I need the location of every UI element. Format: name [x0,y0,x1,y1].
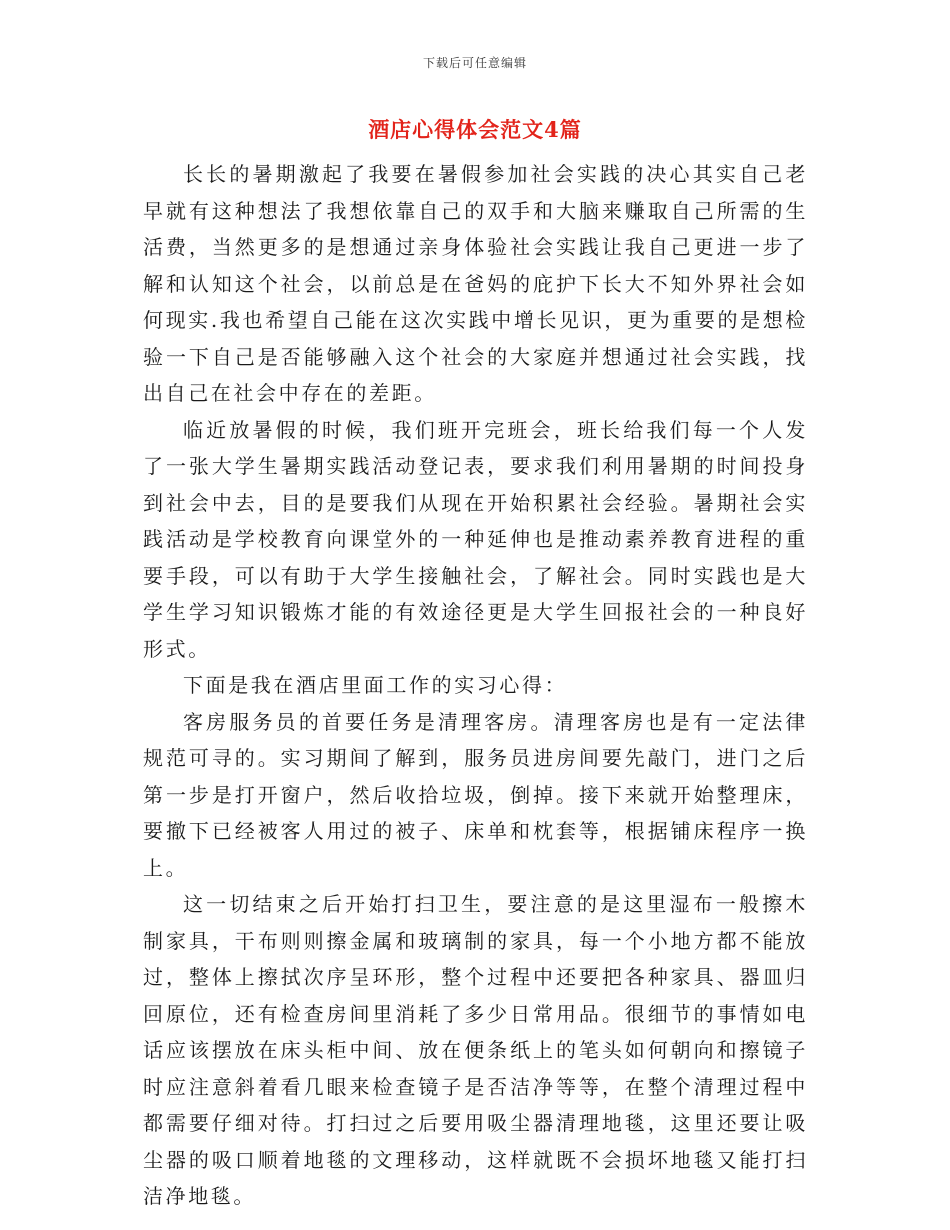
header-note: 下载后可任意编辑 [422,56,527,70]
paragraph: 临近放暑假的时候，我们班开完班会，班长给我们每一个人发了一张大学生暑期实践活动登记表，要求我们利用暑期的时间投身到社会中去，目的是要我们从现在开始积累社会经验。暑期社会实践活动是学校教育向课堂外的一种延伸也是推动素养教育进程的重要手段，可以有助于大学生接触社会，了解社会。同时实践也是大学生学习知识锻炼才能的有效途径更是大学生回报社会的一种良好形式。 [143,417,808,661]
paragraph: 长长的暑期激起了我要在暑假参加社会实践的决心其实自己老早就有这种想法了我想依靠自己的双手和大脑来赚取自己所需的生活费，当然更多的是想通过亲身体验社会实践让我自己更进一步了解和认知这个社会，以前总是在爸妈的庇护下长大不知外界社会如何现实.我也希望自己能在这次实践中增长见识，更为重要的是想检验一下自己是否能够融入这个社会的大家庭并想通过社会实践，找出自己在社会中存在的差距。 [143,162,808,405]
document-body [143,156,808,1215]
paragraph: 客房服务员的首要任务是清理客房。清理客房也是有一定法律规范可寻的。实习期间了解到，服务员进房间要先敲门，进门之后第一步是打开窗户，然后收拾垃圾，倒掉。接下来就开始整理床，要撤下已经被客人用过的被子、床单和枕套等，根据铺床程序一换上。 [143,709,808,880]
document-title: 酒店心得体会范文4篇 [368,117,582,142]
paragraph: 这一切结束之后开始打扫卫生，要注意的是这里湿布一般擦木制家具，干布则则擦金属和玻璃制的家具，每一个小地方都不能放过，整体上擦拭次序呈环形，整个过程中还要把各种家具、器皿归回原位，还有检查房间里消耗了多少日常用品。很细节的事情如电话应该摆放在床头柜中间、放在便条纸上的笔头如何朝向和擦镜子时应注意斜着看几眼来检查镜子是否洁净等等，在整个清理过程中都需要仔细对待。打扫过之后要用吸尘器清理地毯，这里还要让吸尘器的吸口顺着地毯的文理移动，这样就既不会损坏地毯又能打扫洁净地毯。 [143,892,808,1208]
paragraph: 下面是我在酒店里面工作的实习心得： [183,673,568,697]
